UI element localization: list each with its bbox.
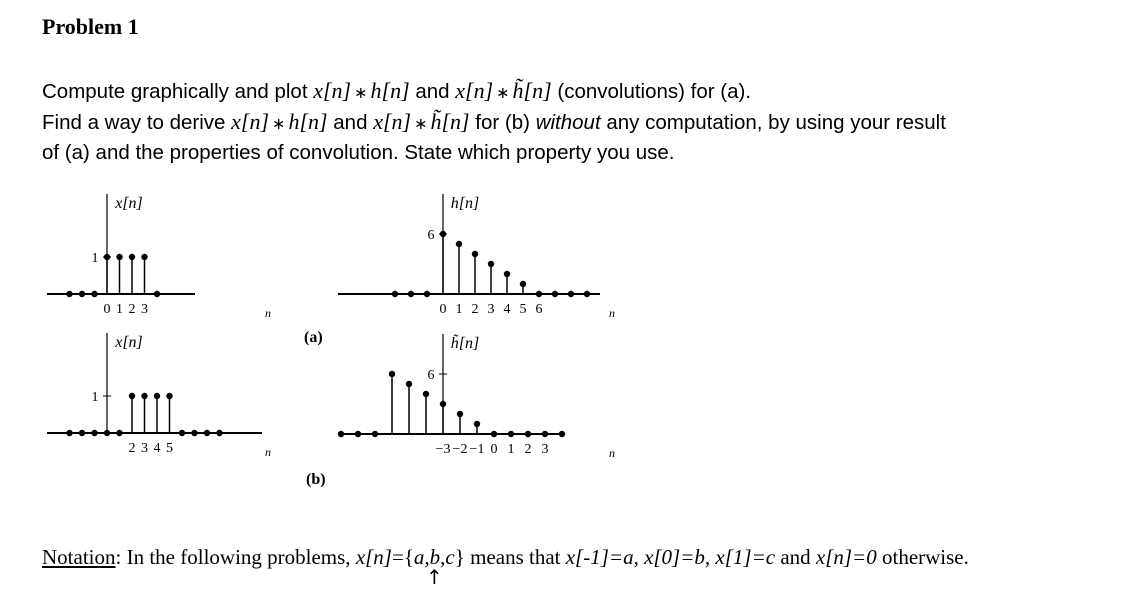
- x-tick-label: −1: [469, 442, 485, 457]
- stem-point: [440, 231, 446, 237]
- stem-point: [440, 401, 446, 407]
- x-tick-label: 0: [490, 442, 498, 457]
- convolution-operator: ∗: [496, 83, 510, 102]
- stem-point: [141, 393, 147, 399]
- x-tick-label: 3: [487, 302, 495, 317]
- text-segment: In the following problems,: [121, 545, 356, 569]
- stem-point: [104, 254, 110, 260]
- stem-point: [129, 254, 135, 260]
- stem-point: [488, 261, 494, 267]
- text-segment: means that: [464, 545, 566, 569]
- stem-point: [392, 291, 398, 297]
- stem-point: [216, 430, 222, 436]
- math-h-tilde: h̃[n]: [430, 109, 470, 134]
- stem-point: [508, 431, 514, 437]
- stem-point: [389, 371, 395, 377]
- stem-point: [424, 291, 430, 297]
- stem-point: [104, 430, 110, 436]
- y-tick-label: 1: [91, 390, 99, 405]
- x-tick-label: 2: [471, 302, 479, 317]
- math-abc: a,b,c: [413, 545, 455, 569]
- plot-hb: [338, 334, 615, 460]
- text-segment: (convolutions) for (a).: [551, 80, 752, 103]
- text-segment: and: [409, 80, 456, 103]
- stem-point: [355, 431, 361, 437]
- stem-point: [116, 254, 122, 260]
- stem-point: [406, 381, 412, 387]
- stem-point: [536, 291, 542, 297]
- stem-point: [456, 241, 462, 247]
- stem-point: [91, 291, 97, 297]
- x-tick-label: 1: [116, 302, 123, 317]
- stem-point: [338, 431, 344, 437]
- x-tick-label: 1: [455, 302, 463, 317]
- x-tick-label: 4: [153, 441, 161, 456]
- math-x: x[n]: [355, 545, 392, 569]
- n-axis-label: n: [609, 446, 615, 460]
- statement-line-3: of (a) and the properties of convolution. State which property you use.: [42, 141, 675, 164]
- text-segment: and: [775, 545, 816, 569]
- x-tick-label: 3: [141, 441, 148, 456]
- x-tick-label: 1: [507, 442, 515, 457]
- stem-point: [474, 421, 480, 427]
- n-axis-label: n: [609, 306, 615, 320]
- x-tick-label: 0: [439, 302, 447, 317]
- stem-point: [584, 291, 590, 297]
- stem-point: [154, 393, 160, 399]
- stem-point: [372, 431, 378, 437]
- stem-point: [525, 431, 531, 437]
- abc-with-arrow: [413, 545, 455, 589]
- stem-point: [66, 430, 72, 436]
- text-segment: }: [454, 545, 465, 569]
- text-segment: Compute graphically and plot: [42, 80, 314, 103]
- y-tick-label: 6: [427, 368, 435, 383]
- y-tick-label: 1: [91, 251, 99, 266]
- stem-point: [79, 291, 85, 297]
- stem-point: [472, 251, 478, 257]
- stem-point: [166, 393, 172, 399]
- text-segment: and: [327, 111, 374, 134]
- x-tick-label: 5: [519, 302, 527, 317]
- plot-ha: [338, 194, 615, 320]
- signal-label: x[n]: [115, 334, 143, 351]
- math-x: x[n]: [455, 78, 494, 103]
- n-axis-label: n: [265, 306, 271, 320]
- text-segment: any computation, by using your result: [600, 111, 946, 134]
- x-tick-label: 3: [141, 302, 148, 317]
- n-axis-label: n: [265, 445, 271, 459]
- x-tick-label: 2: [128, 302, 136, 317]
- stem-point: [520, 281, 526, 287]
- stem-point: [408, 291, 414, 297]
- notation-label: Notation: [42, 545, 116, 569]
- stem-point: [504, 271, 510, 277]
- origin-arrow-icon: ↑: [425, 565, 443, 589]
- convolution-operator: ∗: [414, 114, 428, 133]
- stem-point: [559, 431, 565, 437]
- stem-point: [552, 291, 558, 297]
- stem-point: [129, 393, 135, 399]
- stem-point: [542, 431, 548, 437]
- convolution-operator: ∗: [272, 114, 286, 133]
- x-tick-label: 4: [503, 302, 511, 317]
- math-x: x[n]: [231, 109, 270, 134]
- y-tick-label: 6: [427, 228, 435, 243]
- signal-label: x[n]: [115, 195, 143, 212]
- x-tick-label: 0: [103, 302, 111, 317]
- stem-plots: [47, 194, 615, 460]
- stem-point: [79, 430, 85, 436]
- stem-point: [191, 430, 197, 436]
- x-tick-label: −2: [452, 442, 468, 457]
- math-h: h[n]: [370, 78, 410, 103]
- stem-point: [154, 291, 160, 297]
- text-segment: ={: [391, 545, 414, 569]
- problem-title: Problem 1: [42, 14, 139, 39]
- stem-point: [491, 431, 497, 437]
- plot-xb: [47, 333, 271, 459]
- signal-label: h[n]: [450, 195, 480, 212]
- math-h: h[n]: [288, 109, 328, 134]
- math-definition: x[-1]=a, x[0]=b, x[1]=c: [565, 545, 776, 569]
- text-segment: for (b): [469, 111, 536, 134]
- math-x: x[n]: [373, 109, 412, 134]
- math-h-tilde: h̃[n]: [512, 78, 552, 103]
- x-tick-label: 3: [541, 442, 549, 457]
- math-x: x[n]: [313, 78, 352, 103]
- text-segment: Find a way to derive: [42, 111, 232, 134]
- subfigure-label-a: (a): [304, 329, 323, 346]
- signal-label: h̃[n]: [450, 335, 480, 352]
- stem-point: [66, 291, 72, 297]
- x-tick-label: 2: [524, 442, 532, 457]
- convolution-operator: ∗: [354, 83, 368, 102]
- text-segment: :: [115, 545, 122, 569]
- notation-line: [42, 545, 969, 589]
- stem-point: [91, 430, 97, 436]
- math-zero: x[n]=0: [815, 545, 877, 569]
- x-tick-label: 6: [535, 302, 543, 317]
- text-segment: otherwise.: [876, 545, 969, 569]
- stem-point: [568, 291, 574, 297]
- stem-point: [457, 411, 463, 417]
- stem-point: [179, 430, 185, 436]
- subfigure-label-b: (b): [306, 471, 326, 488]
- x-tick-label: 5: [166, 441, 173, 456]
- stem-point: [423, 391, 429, 397]
- plot-xa: [47, 194, 271, 320]
- x-tick-label: −3: [435, 442, 451, 457]
- stem-point: [116, 430, 122, 436]
- stem-point: [204, 430, 210, 436]
- emphasis-without: without: [535, 111, 601, 134]
- x-tick-label: 2: [128, 441, 136, 456]
- stem-point: [141, 254, 147, 260]
